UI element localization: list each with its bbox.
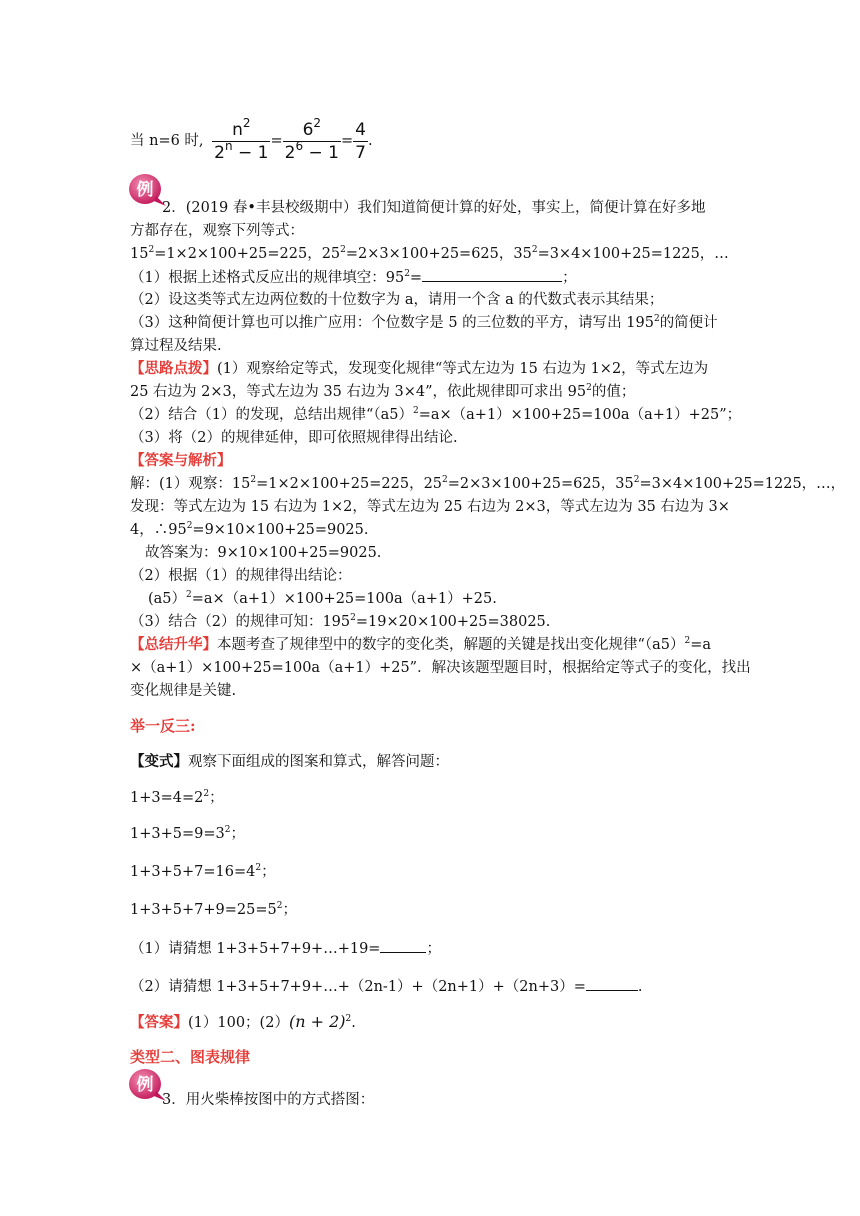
ex2-question-1: （1）根据上述格式反应出的规律填空：$95^2=$ ； xyxy=(130,269,577,286)
answer-label: 【答案与解析】 xyxy=(130,452,232,469)
fraction-n2-over-2n-1: $\frac{n^2}{2^n - 1}$ xyxy=(214,115,269,163)
equation-1: $1+3=4=2^2$； xyxy=(130,789,224,806)
hint-line-4: （3）将（2）的规律延伸，即可依照规律得出结论. xyxy=(130,430,458,446)
solution-line-4: 故答案为：9×10×100+25=9025. xyxy=(145,545,382,561)
variant-line: 【变式】观察下面组成的图案和算式，解答问题： xyxy=(130,753,449,770)
equation-2: $1+3+5=9=3^2$； xyxy=(130,825,245,842)
fraction-4-over-7: $\frac{4}{7}$ xyxy=(355,119,366,163)
practice-question-2: （2）请猜想 1+3+5+7+9+…+（2n-1）+（2n+1）+（2n+3）= . xyxy=(130,976,642,997)
equation-3: $1+3+5+7=16=4^2$； xyxy=(130,863,276,880)
answer-blank xyxy=(586,976,638,991)
summary-label: 【总结升华】 xyxy=(130,636,217,653)
practice-answer-label: 【答案】 xyxy=(130,1014,188,1031)
ex2-line-3: $15^2=1\times 2\times 100+25=225$，$25^2=2\times 3\times 100+25=625$，$35^2=3\times 4\times 100+25=1225$，… xyxy=(130,245,729,262)
hint-line-1: 【思路点拨】(1）观察给定等式，发现变化规律“等式左边为 15 右边为 1×2，等式左边为 xyxy=(130,360,709,377)
variant-label: 【变式】 xyxy=(130,753,188,770)
ex3-line: 3．用火柴棒按图中的方式搭图： xyxy=(162,1092,375,1108)
solution-line-3: 4，$\therefore 95^2=9\times 10\times 100+25=9025$. xyxy=(130,521,369,538)
ex2-question-2: （2）设这类等式左边两位数的十位数字为 a，请用一个含 a 的代数式表示其结果； xyxy=(130,292,664,308)
solution-line-6: (a5）$^2$=a×（a+1）×100+25=100a（a+1）+25. xyxy=(148,590,497,607)
hint-line-2: 25 右边为 2×3，等式左边为 35 右边为 3×4”，依此规律即可求出 $95^2$的值； xyxy=(130,383,636,400)
answer-expression: (n + 2) xyxy=(288,1012,346,1031)
intro-prefix: 当 n=6 时, xyxy=(130,133,204,149)
ex2-line-2: 方都存在，观察下列等式： xyxy=(130,223,304,239)
answer-blank xyxy=(422,267,562,282)
svg-text:例: 例 xyxy=(136,1075,154,1095)
summary-line-2: ×（a+1）×100+25=100a（a+1）+25”．解决该题型题目时，根据给定等式子的变化，找出 xyxy=(130,660,751,676)
equals-sign: = xyxy=(270,133,283,149)
equation-4: $1+3+5+7+9=25=5^2$； xyxy=(130,901,297,918)
ex2-line-1: 2．(2019 春•丰县校级期中）我们知道简便计算的好处，事实上，简便计算在好多地 xyxy=(162,200,706,216)
practice-answer: 【答案】(1）100；$(2)(n + 2)^2$. xyxy=(130,1012,356,1031)
solution-line-5: （2）根据（1）的规律得出结论： xyxy=(130,568,352,584)
fraction-6-2-over-2-6-1: $\frac{6^2}{2^6 - 1}$ xyxy=(284,115,339,163)
hint-label: 【思路点拨】 xyxy=(130,360,217,377)
solution-line-1: 解：(1）观察：$15^2=1\times 2\times 100+25=225$，$25^2=2\times 3\times 100+25=625$，$35^2=3\times 4\times 100+25=1225$，…， xyxy=(130,475,846,492)
type2-heading: 类型二、图表规律 xyxy=(130,1048,251,1066)
ex2-question-3-cont: 算过程及结果. xyxy=(130,338,222,354)
summary-line-3: 变化规律是关键. xyxy=(130,683,237,699)
practice-question-1: （1）请猜想 1+3+5+7+9+…+19= ； xyxy=(130,938,441,959)
summary-line-1: 【总结升华】本题考查了规律型中的数字的变化类，解题的关键是找出变化规律“$(a5)^2=a$ xyxy=(130,636,712,653)
svg-text:例: 例 xyxy=(136,180,154,200)
ex2-question-3: （3）这种简便计算也可以推广应用：个位数字是 5 的三位数的平方，请写出 $195^2$的简便计 xyxy=(130,314,718,331)
intro-line: 当 n=6 时, $\frac{n^2}{2^n - 1}$ = $\frac{6^2}{2^6 - 1}$ = $\frac{4}{7}$ . xyxy=(130,115,373,163)
solution-line-7: （3）结合（2）的规律可知：$195^2=19\times 20\times 100+25=38025$. xyxy=(130,613,551,630)
hint-line-3: （2）结合（1）的发现，总结出规律“$(a5)^2=a\times(a+1)\times 100+25=100a(a+1)+25$”； xyxy=(130,406,742,423)
practice-heading: 举一反三: xyxy=(130,717,196,735)
answer-blank xyxy=(380,938,426,953)
solution-line-2: 发现：等式左边为 15 右边为 1×2，等式左边为 25 右边为 2×3，等式左边为 35 右边为 3× xyxy=(130,499,730,515)
equals-sign: = xyxy=(340,133,354,149)
